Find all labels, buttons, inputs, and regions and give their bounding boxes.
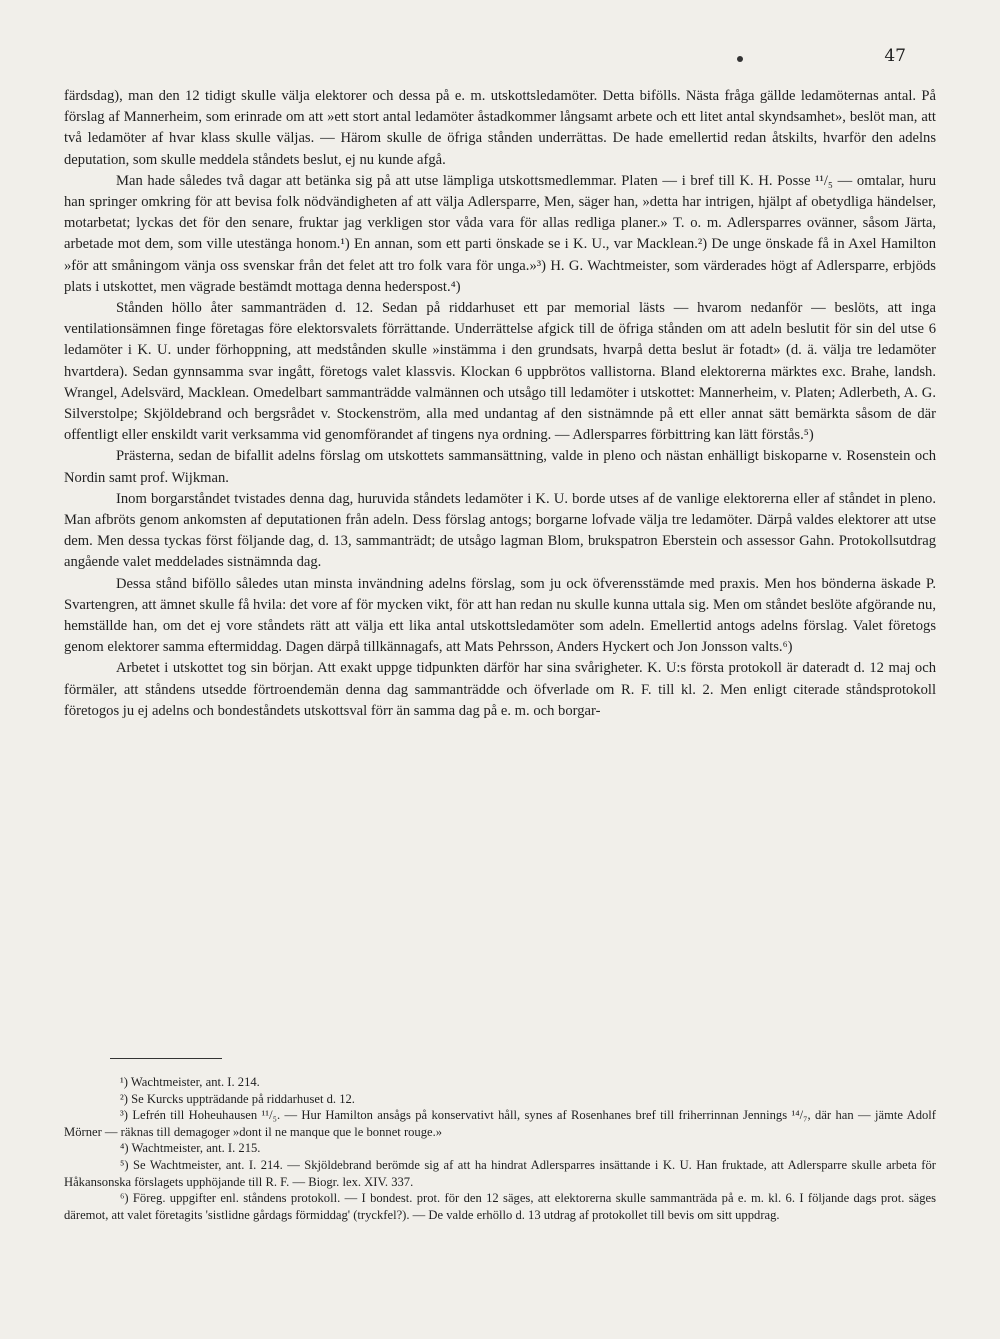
footnote-3: ³) Lefrén till Hoheuhausen ¹¹/₅. — Hur Hamilton ansågs på konservativt håll, synes af Rosenhanes bref till friherrinnan Jennings ¹⁴/₇, där han — jämte Adolf Mörner — räknas till demagoger »dont il ne manque que le bonnet rouge.»	[64, 1108, 936, 1139]
footnote-2: ²) Se Kurcks uppträdande på riddarhuset d. 12.	[120, 1091, 355, 1106]
footnote-6: ⁶) Föreg. uppgifter enl. ståndens protokoll. — I bondest. prot. för den 12 säges, att elektorerna skulle sammanträda på e. m. kl. 6. I följande dags prot. säges däremot, att valet företagits 'sistlidne gårdags förmiddag' (tryckfel?). — De valde erhöllo d. 13 utdrag af protokollet till bevis om sitt uppdrag.	[64, 1191, 936, 1222]
footnote-4: ⁴) Wachtmeister, ant. I. 215.	[120, 1141, 261, 1156]
paragraph-3: Stånden höllo åter sammanträden d. 12. Sedan på riddarhuset ett par memorial lästs — hvarom nedanför — beslöts, att inga ventilationsämnen finge företagas före elektorsvalets förrättande. Underrättelse afgick till de öfriga stånden om att adeln beslutit för sin del utse 6 ledamöter i K. U. under förhoppning, att medstånden skulle »instämma i den grundsats, hvarpå detta beslut är fotadt» (d. ä. välja tre ledamöter hvartdera). Sedan gynnsamma svar ingått, företogs valet klassvis. Klockan 6 uppbrötos vallistorna. Bland elektorerna märktes exc. Brahe, landsh. Wrangel, Adelsvärd, Macklean. Omedelbart sammanträdde valmännen och utsågo till ledamöter i utskottet: Mannerheim, v. Platen; Adlerbeth, A. G. Silverstolpe; Skjöldebrand och bergsrådet v. Stockenström, alla med undantag af den sistnämnde på ett eller annat sätt bemärkta såsom de där offentligt eller enskildt varit verksamma vid genomförandet af tingens nya ordning. — Adlersparres förbittring kan lätt förstås.⁵)	[64, 300, 936, 444]
paragraph-4: Prästerna, sedan de bifallit adelns förslag om utskottets sammansättning, valde in pleno och nästan enhälligt biskoparne v. Rosenstein och Nordin samt prof. Wijkman.	[64, 448, 936, 486]
paragraph-5: Inom borgarståndet tvistades denna dag, huruvida ståndets ledamöter i K. U. borde utses af de vanlige elektorerna eller af ståndet in pleno. Man afbröts genom ankomsten af deputationen från adeln. Dess förslag antogs; borgarne lofvade välja tre ledamöter. Därpå valdes elektorer att utse dem. Men dessa tyckas först följande dag, d. 13, sammanträdt; de utsågo lagman Blom, brukspatron Eberstein och assessor Gahn. Protokollsutdrag angående valet meddelades sistnämnda dag.	[64, 490, 936, 571]
footnote-rule	[110, 1058, 222, 1059]
footnote-5: ⁵) Se Wachtmeister, ant. I. 214. — Skjöldebrand berömde sig af att ha hindrat Adlersparres insättande i K. U. Han fruktade, att Adlersparre skulle arbeta för Håkansonska förslagets upphöjande till R. F. — Biogr. lex. XIV. 337.	[64, 1157, 936, 1189]
footnotes	[64, 1074, 936, 1223]
paragraph-7: Arbetet i utskottet tog sin början. Att exakt uppge tidpunkten därför har sina svårigheter. K. U:s första protokoll är dateradt d. 12 maj och förmäler, att ståndens utsedde förtroendemän denna dag sammanträdde och öfverlade om R. F. till kl. 2. Men enligt citerade ståndsprotokoll företogos ju ej adelns och bondeståndets utskottsval förr än samma dag på e. m. och borgar-	[64, 660, 936, 719]
paragraph-2: Man hade således två dagar att betänka sig på att utse lämpliga utskottsmedlemmar. Platen — i bref till K. H. Posse ¹¹/₅ — omtalar, huru han springer omkring för att bevisa folk nödvändigheten af att välja Adlersparre, Men, säger han, »detta har intrigen, hjälpt af obetydliga händelser, motarbetat; lyckas det för den senare, fruktar jag verkligen stor våda vara för allas redliga planer.» T. o. m. Adlersparres ovänner, såsom Järta, arbetade mot dem, som ville utestänga honom.¹) En annan, som ett parti önskade se i K. U., var Macklean.²) De unge önskade få in Axel Hamilton »för att småningom vänja oss svenskar från det felet att tro folk vara för unga.»³) H. G. Wachtmeister, som värderades högt af Adlersparre, erbjöds plats i utskottet, men vägrade bestämdt mottaga denna hederspost.⁴)	[64, 172, 936, 295]
page-number: 47	[884, 46, 906, 66]
paragraph-1: färdsdag), man den 12 tidigt skulle välja elektorer och dessa på e. m. utskottsledamöter. Detta bifölls. Nästa fråga gällde ledamöternas antal. På förslag af Mannerheim, som erinrade om att »ett stort antal ledamöter åstadkommer långsamt arbete och ett litet antal skyndsamhet», beslöt man, att två ledamöter af hvar klass skulle väljas. — Härom skulle de öfriga stånden underrättas. De hade emellertid redan åtskilts, hvarför den adelns deputation, som skulle meddela ståndets beslut, ej nu kunde afgå.	[64, 88, 936, 168]
dot-mark	[737, 56, 743, 62]
body-text	[64, 86, 936, 722]
footnote-1: ¹) Wachtmeister, ant. I. 214.	[120, 1075, 260, 1089]
paragraph-6: Dessa stånd biföllo således utan minsta invändning adelns förslag, som ju ock öfverensstämde med praxis. Men hos bönderna äskade P. Svartengren, att ämnet skulle få hvila: det vore af för mycken vikt, för att han redan nu skulle kunna uttala sig. Men om ståndet beslöte afgörande nu, hemställde han, om det ej vore ståndets rätt att välja ett lika antal utskottsledamöter som adeln. Emellertid antogs adelns förslag. Valet företogs genom elektorer samma eftermiddag. Dagen därpå tillkännagafs, att Mats Pehrsson, Anders Hyckert och Jon Jonsson valts.⁶)	[64, 575, 936, 656]
